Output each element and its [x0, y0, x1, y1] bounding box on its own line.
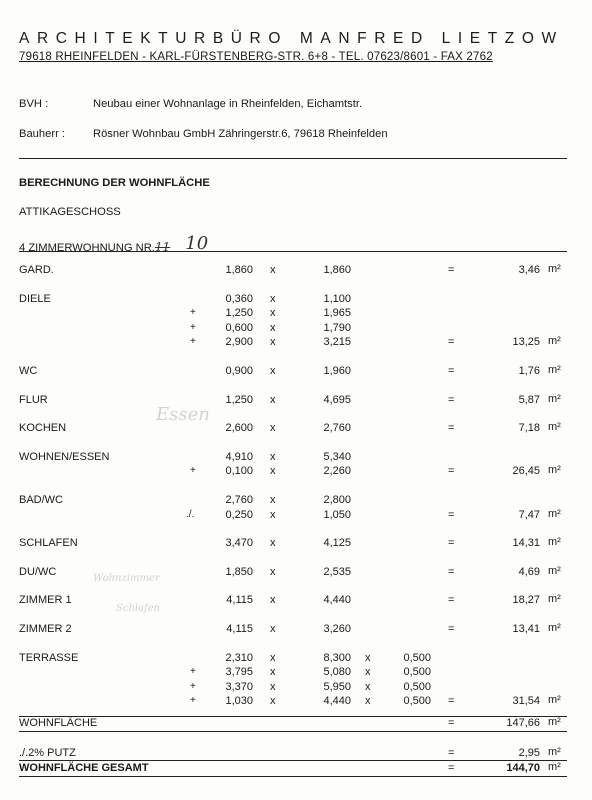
- dimension-width: 2,800: [323, 494, 351, 506]
- dimension-width: 4,695: [323, 393, 351, 406]
- dimension-length: 0,100: [225, 465, 253, 478]
- room-name: BAD/WC: [19, 494, 63, 506]
- area-unit: m²: [548, 536, 561, 549]
- bauherr-label: Bauherr :: [19, 128, 66, 140]
- multiply-sign: x: [365, 666, 371, 679]
- dimension-length: 0,250: [225, 508, 253, 521]
- dimension-width: 2,260: [323, 465, 351, 478]
- equals-sign: =: [448, 336, 455, 349]
- room-area: 7,18: [518, 422, 540, 435]
- dimension-length: 0,900: [225, 365, 253, 377]
- equals-sign: =: [448, 264, 455, 276]
- dimension-width: 4,440: [323, 695, 351, 708]
- dimension-length: 2,310: [225, 651, 253, 664]
- dimension-length: 2,900: [225, 336, 253, 349]
- dimension-width: 4,125: [323, 537, 351, 550]
- dimension-width: 2,535: [323, 565, 351, 578]
- operator-sign: +: [190, 336, 196, 348]
- room-name: WOHNEN/ESSEN: [19, 450, 110, 463]
- total-unit: m²: [548, 761, 561, 773]
- firm-address: 79618 RHEINFELDEN - KARL-FÜRSTENBERG-STR. 6+8 - TEL. 07623/8601 - FAX 2762: [19, 51, 493, 63]
- room-area: 13,41: [512, 623, 540, 635]
- dimension-width: 1,100: [323, 292, 351, 305]
- divider-subtotal: [19, 716, 567, 717]
- divider-total-bottom: [19, 776, 567, 777]
- deduction-label: ./.2% PUTZ: [19, 747, 76, 759]
- operator-sign: ./.: [186, 508, 195, 520]
- room-name: FLUR: [19, 393, 48, 406]
- multiply-sign: x: [365, 651, 371, 664]
- multiply-sign: x: [270, 336, 276, 349]
- dimension-length: 1,850: [225, 565, 253, 578]
- operator-sign: +: [190, 666, 196, 678]
- divider-unit: [19, 251, 567, 252]
- multiply-sign: x: [270, 365, 276, 377]
- area-unit: m²: [548, 464, 561, 477]
- subtotal-label: WOHNFLÄCHE: [19, 717, 98, 729]
- operator-sign: +: [190, 321, 196, 333]
- room-area: 31,54: [512, 695, 540, 708]
- equals-sign: =: [448, 594, 455, 607]
- multiply-sign: x: [270, 508, 276, 521]
- operator-sign: +: [190, 680, 196, 692]
- room-area: 5,87: [518, 393, 540, 406]
- multiply-sign: x: [270, 651, 276, 664]
- multiply-sign: x: [270, 565, 276, 578]
- unit-crossed-number: 11: [154, 240, 171, 254]
- divider-subtotal-bottom: [19, 731, 567, 732]
- dimension-length: 4,115: [226, 623, 253, 635]
- multiply-sign: x: [270, 695, 276, 708]
- area-unit: m²: [548, 421, 561, 434]
- area-unit: m²: [548, 392, 561, 405]
- multiply-sign: x: [270, 422, 276, 435]
- dimension-length: 1,030: [225, 695, 253, 708]
- dimension-length: 0,600: [225, 321, 253, 334]
- dimension-length: 4,910: [225, 450, 253, 463]
- dimension-width: 2,760: [323, 422, 351, 435]
- room-area: 14,31: [512, 537, 540, 550]
- multiply-sign: x: [270, 666, 276, 679]
- multiply-sign: x: [270, 264, 276, 276]
- area-unit: m²: [548, 263, 561, 275]
- multiply-sign: x: [270, 292, 276, 305]
- subtotal-unit: m²: [548, 716, 561, 728]
- room-name: WC: [19, 365, 38, 377]
- room-name: ZIMMER 1: [19, 594, 72, 607]
- room-area: 18,27: [512, 594, 540, 607]
- dimension-length: 0,360: [225, 292, 253, 305]
- faint-annotation: Essen: [156, 404, 210, 425]
- equals-sign: =: [448, 565, 455, 578]
- subtotal-equals: =: [448, 717, 455, 729]
- operator-sign: +: [190, 465, 196, 477]
- multiply-sign: x: [270, 393, 276, 406]
- divider-top: [19, 158, 567, 159]
- dimension-length: 2,760: [225, 494, 253, 506]
- operator-sign: +: [190, 695, 196, 707]
- area-unit: m²: [548, 335, 561, 348]
- dimension-width: 1,960: [323, 365, 351, 377]
- faint-annotation: Schlafen: [116, 603, 161, 614]
- multiply-sign: x: [270, 494, 276, 506]
- multiply-sign: x: [365, 680, 371, 693]
- total-value: 144,70: [506, 762, 540, 774]
- multiply-sign: x: [270, 594, 276, 607]
- dimension-length: 3,470: [225, 537, 253, 550]
- multiply-sign: x: [270, 680, 276, 693]
- area-unit: m²: [548, 507, 561, 520]
- dimension-factor: 0,500: [403, 651, 431, 664]
- unit-heading: [19, 235, 208, 256]
- multiply-sign: x: [270, 537, 276, 550]
- multiply-sign: x: [270, 465, 276, 478]
- deduction-value: 2,95: [518, 747, 540, 759]
- equals-sign: =: [448, 422, 455, 435]
- equals-sign: =: [448, 365, 455, 377]
- dimension-width: 3,260: [323, 623, 351, 635]
- area-unit: m²: [548, 364, 561, 376]
- room-area: 7,47: [518, 508, 540, 521]
- dimension-width: 1,790: [323, 321, 351, 334]
- area-unit: m²: [548, 564, 561, 577]
- multiply-sign: x: [270, 321, 276, 334]
- operator-sign: +: [190, 307, 196, 319]
- room-name: DIELE: [19, 292, 51, 305]
- faint-annotation: Wohnzimmer: [93, 573, 160, 584]
- dimension-width: 4,440: [323, 594, 351, 607]
- room-name: TERRASSE: [19, 651, 79, 664]
- dimension-width: 1,050: [323, 508, 351, 521]
- multiply-sign: x: [270, 623, 276, 635]
- calculation-title: BERECHNUNG DER WOHNFLÄCHE: [19, 177, 210, 189]
- room-area: 26,45: [512, 465, 540, 478]
- area-unit: m²: [548, 694, 561, 707]
- multiply-sign: x: [270, 307, 276, 320]
- dimension-width: 5,950: [323, 680, 351, 693]
- room-area: 3,46: [518, 264, 540, 276]
- floor-name: ATTIKAGESCHOSS: [19, 206, 121, 218]
- area-unit: m²: [548, 593, 561, 606]
- room-area: 1,76: [518, 365, 540, 377]
- divider-total: [19, 760, 567, 761]
- multiply-sign: x: [365, 695, 371, 708]
- dimension-width: 8,300: [323, 651, 351, 664]
- dimension-length: 2,600: [225, 422, 253, 435]
- deduction-equals: =: [448, 747, 455, 759]
- dimension-width: 3,215: [323, 336, 351, 349]
- bvh-value: Neubau einer Wohnanlage in Rheinfelden, Eichamtstr.: [93, 98, 363, 110]
- dimension-factor: 0,500: [403, 666, 431, 679]
- deduction-unit: m²: [548, 746, 561, 758]
- bvh-label: BVH :: [19, 98, 49, 110]
- multiply-sign: x: [270, 450, 276, 463]
- unit-handwritten-number: 10: [185, 233, 209, 254]
- dimension-length: 1,250: [225, 307, 253, 320]
- dimension-factor: 0,500: [403, 695, 431, 708]
- room-name: DU/WC: [19, 565, 57, 578]
- subtotal-value: 147,66: [506, 717, 540, 729]
- dimension-length: 4,115: [226, 594, 253, 607]
- room-area: 13,25: [512, 336, 540, 349]
- equals-sign: =: [448, 465, 455, 478]
- equals-sign: =: [448, 537, 455, 550]
- dimension-width: 1,965: [323, 307, 351, 320]
- area-unit: m²: [548, 622, 561, 634]
- room-name: SCHLAFEN: [19, 537, 78, 550]
- dimension-width: 1,860: [323, 264, 351, 276]
- equals-sign: =: [448, 623, 455, 635]
- dimension-length: 1,250: [225, 393, 253, 406]
- equals-sign: =: [448, 508, 455, 521]
- dimension-width: 5,340: [323, 450, 351, 463]
- dimension-factor: 0,500: [403, 680, 431, 693]
- dimension-length: 3,795: [225, 666, 253, 679]
- bauherr-value: Rösner Wohnbau GmbH Zähringerstr.6, 79618 Rheinfelden: [93, 128, 388, 140]
- dimension-width: 5,080: [323, 666, 351, 679]
- total-equals: =: [448, 762, 455, 774]
- room-name: GARD.: [19, 264, 54, 276]
- room-area: 4,69: [518, 565, 540, 578]
- equals-sign: =: [448, 695, 455, 708]
- equals-sign: =: [448, 393, 455, 406]
- dimension-length: 1,860: [225, 264, 253, 276]
- firm-name: ARCHITEKTURBÜRO MANFRED LIETZOW: [19, 30, 564, 47]
- room-name: KOCHEN: [19, 422, 67, 435]
- total-label: WOHNFLÄCHE GESAMT: [19, 762, 149, 774]
- room-name: ZIMMER 2: [19, 623, 72, 635]
- unit-label: 4 ZIMMERWOHNUNG NR.: [19, 242, 155, 254]
- dimension-length: 3,370: [225, 680, 253, 693]
